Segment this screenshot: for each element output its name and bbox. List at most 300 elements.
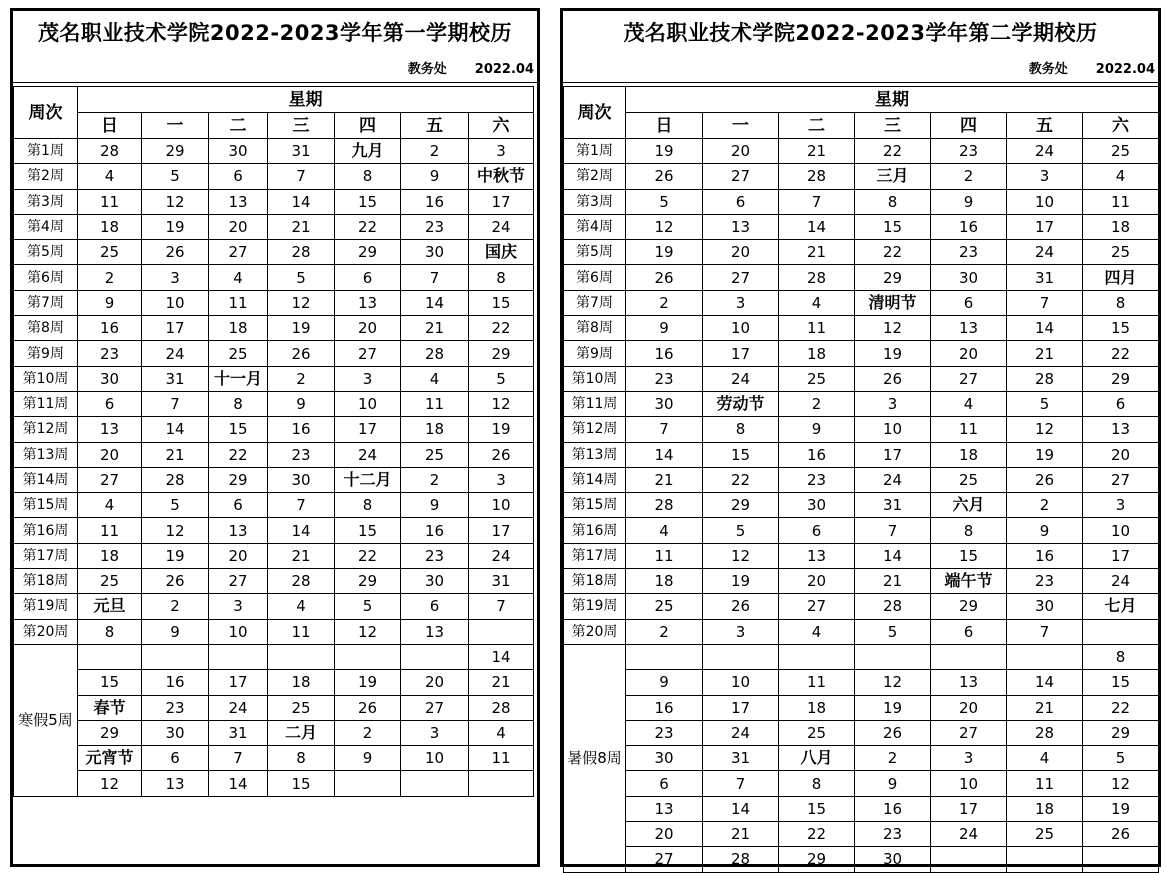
date-cell: 八月 <box>779 746 855 771</box>
date-cell: 13 <box>779 543 855 568</box>
date-cell: 7 <box>779 189 855 214</box>
date-cell: 30 <box>142 720 209 745</box>
date-cell: 3 <box>931 746 1007 771</box>
date-cell: 22 <box>779 822 855 847</box>
date-cell: 26 <box>1007 467 1083 492</box>
date-cell: 20 <box>779 569 855 594</box>
divider <box>13 82 537 83</box>
date-cell: 29 <box>335 569 401 594</box>
date-cell: 25 <box>626 594 703 619</box>
weekday-group-header: 星期 <box>626 87 1159 113</box>
date-cell: 27 <box>335 341 401 366</box>
date-cell: 8 <box>931 518 1007 543</box>
date-cell: 21 <box>779 139 855 164</box>
date-cell: 17 <box>142 316 209 341</box>
date-cell: 29 <box>209 467 268 492</box>
week-label: 第6周 <box>14 265 78 290</box>
weekday-group-header: 星期 <box>78 87 534 113</box>
date-cell: 20 <box>703 139 779 164</box>
date-cell: 17 <box>335 417 401 442</box>
week-row <box>14 518 534 543</box>
date-cell: 11 <box>469 746 534 771</box>
date-cell: 13 <box>401 619 469 644</box>
weekday-header: 六 <box>469 113 534 139</box>
date-cell: 30 <box>268 467 335 492</box>
date-cell: 17 <box>469 189 534 214</box>
date-cell: 10 <box>1007 189 1083 214</box>
date-cell: 2 <box>401 467 469 492</box>
date-cell: 17 <box>1083 543 1159 568</box>
weekday-header: 日 <box>626 113 703 139</box>
date-cell: 12 <box>855 670 931 695</box>
date-cell: 29 <box>703 493 779 518</box>
date-cell <box>703 644 779 669</box>
date-cell: 8 <box>1083 644 1159 669</box>
date-cell: 30 <box>626 746 703 771</box>
week-label: 第3周 <box>14 189 78 214</box>
date-cell: 23 <box>779 467 855 492</box>
date-cell: 20 <box>931 341 1007 366</box>
date-cell: 6 <box>931 619 1007 644</box>
date-cell: 14 <box>1007 316 1083 341</box>
date-cell: 14 <box>209 771 268 796</box>
week-row <box>564 189 1159 214</box>
date-cell: 17 <box>703 695 779 720</box>
date-cell: 11 <box>1083 189 1159 214</box>
week-row <box>14 265 534 290</box>
date-cell: 7 <box>703 771 779 796</box>
date-cell: 19 <box>142 543 209 568</box>
date-cell: 21 <box>268 214 335 239</box>
week-row <box>564 316 1159 341</box>
date-cell: 10 <box>142 290 209 315</box>
date-cell: 21 <box>469 670 534 695</box>
week-row <box>14 442 534 467</box>
date-cell: 7 <box>401 265 469 290</box>
date-cell: 11 <box>779 670 855 695</box>
vacation-row <box>564 847 1159 872</box>
date-cell: 清明节 <box>855 290 931 315</box>
date-cell: 2 <box>335 720 401 745</box>
week-label: 第9周 <box>14 341 78 366</box>
date-cell: 30 <box>1007 594 1083 619</box>
date-cell: 24 <box>1083 569 1159 594</box>
date-cell: 九月 <box>335 139 401 164</box>
date-cell: 2 <box>142 594 209 619</box>
date-cell: 19 <box>855 695 931 720</box>
date-cell: 23 <box>931 240 1007 265</box>
calendar-table <box>563 86 1159 873</box>
date-cell: 3 <box>335 366 401 391</box>
weekday-header: 四 <box>335 113 401 139</box>
office-label: 教务处 <box>1028 62 1068 77</box>
date-cell: 25 <box>268 695 335 720</box>
date-cell: 16 <box>142 670 209 695</box>
date-cell: 13 <box>335 290 401 315</box>
week-row <box>564 366 1159 391</box>
week-row <box>564 164 1159 189</box>
week-label: 第4周 <box>564 214 626 239</box>
weekday-header: 二 <box>779 113 855 139</box>
date-cell: 22 <box>855 139 931 164</box>
date-cell: 7 <box>855 518 931 543</box>
date-cell: 8 <box>703 417 779 442</box>
date-cell <box>855 644 931 669</box>
date-cell: 26 <box>626 265 703 290</box>
week-row <box>564 493 1159 518</box>
weekday-header: 三 <box>268 113 335 139</box>
date-cell: 4 <box>268 594 335 619</box>
week-row <box>14 341 534 366</box>
date-cell: 25 <box>931 467 1007 492</box>
calendar-meta <box>408 58 534 77</box>
date-cell: 27 <box>209 240 268 265</box>
vacation-row <box>14 644 534 669</box>
date-cell: 7 <box>268 493 335 518</box>
week-row <box>564 467 1159 492</box>
date-cell: 31 <box>703 746 779 771</box>
date-cell: 23 <box>626 720 703 745</box>
week-row <box>14 164 534 189</box>
date-cell: 27 <box>626 847 703 872</box>
date-cell: 24 <box>1007 240 1083 265</box>
date-cell: 12 <box>268 290 335 315</box>
date-cell: 8 <box>1083 290 1159 315</box>
vacation-label: 寒假5周 <box>14 644 78 796</box>
date-cell: 20 <box>209 214 268 239</box>
date-cell: 27 <box>209 569 268 594</box>
date-cell: 4 <box>779 290 855 315</box>
date-cell: 20 <box>703 240 779 265</box>
date-cell: 13 <box>209 189 268 214</box>
date-cell: 19 <box>626 240 703 265</box>
date-cell: 28 <box>1007 720 1083 745</box>
date-cell: 2 <box>626 290 703 315</box>
week-label: 第14周 <box>14 467 78 492</box>
date-cell: 19 <box>1083 796 1159 821</box>
date-cell: 24 <box>335 442 401 467</box>
week-row <box>14 316 534 341</box>
date-cell: 4 <box>78 493 142 518</box>
date-cell: 19 <box>626 139 703 164</box>
week-label: 第17周 <box>564 543 626 568</box>
date-cell: 22 <box>469 316 534 341</box>
date-cell: 2 <box>1007 493 1083 518</box>
date-cell: 3 <box>469 139 534 164</box>
date-cell: 14 <box>855 543 931 568</box>
date-cell: 3 <box>703 619 779 644</box>
calendar-semester-1 <box>10 8 540 867</box>
date-cell: 19 <box>855 341 931 366</box>
date-cell: 13 <box>78 417 142 442</box>
week-row <box>14 290 534 315</box>
date-cell: 6 <box>209 164 268 189</box>
date-cell <box>626 644 703 669</box>
date-cell: 8 <box>855 189 931 214</box>
date-cell: 9 <box>1007 518 1083 543</box>
week-row <box>14 214 534 239</box>
week-label: 第13周 <box>14 442 78 467</box>
date-cell: 24 <box>703 720 779 745</box>
calendar-semester-2 <box>560 8 1161 867</box>
week-row <box>14 569 534 594</box>
date-cell: 十二月 <box>335 467 401 492</box>
date-cell: 25 <box>779 366 855 391</box>
date-cell: 27 <box>931 720 1007 745</box>
date-cell: 6 <box>626 771 703 796</box>
date-cell: 20 <box>78 442 142 467</box>
date-cell: 10 <box>335 391 401 416</box>
week-label: 第3周 <box>564 189 626 214</box>
week-row <box>14 493 534 518</box>
calendar-meta <box>1029 58 1155 77</box>
weekday-header: 一 <box>142 113 209 139</box>
week-label: 第20周 <box>14 619 78 644</box>
date-cell: 27 <box>779 594 855 619</box>
date-cell: 10 <box>855 417 931 442</box>
week-label: 第2周 <box>14 164 78 189</box>
week-row <box>564 341 1159 366</box>
date-cell: 5 <box>335 594 401 619</box>
date-cell: 15 <box>931 543 1007 568</box>
date-cell: 12 <box>855 316 931 341</box>
date-cell: 13 <box>626 796 703 821</box>
week-label: 第1周 <box>14 139 78 164</box>
date-cell: 16 <box>626 695 703 720</box>
vacation-row <box>14 670 534 695</box>
week-label: 第7周 <box>14 290 78 315</box>
date-cell: 3 <box>1083 493 1159 518</box>
date-cell: 15 <box>209 417 268 442</box>
date-cell: 22 <box>209 442 268 467</box>
date-cell <box>335 771 401 796</box>
date-cell: 26 <box>142 569 209 594</box>
date-cell: 2 <box>78 265 142 290</box>
date-cell: 30 <box>401 569 469 594</box>
date-cell: 16 <box>268 417 335 442</box>
date-cell: 29 <box>142 139 209 164</box>
date-cell: 28 <box>142 467 209 492</box>
date-cell: 29 <box>469 341 534 366</box>
vacation-row <box>564 822 1159 847</box>
date-cell: 17 <box>209 670 268 695</box>
date-cell: 31 <box>1007 265 1083 290</box>
date-cell: 28 <box>779 265 855 290</box>
date-cell: 15 <box>1083 670 1159 695</box>
date-cell: 10 <box>209 619 268 644</box>
week-label: 第8周 <box>564 316 626 341</box>
date-cell: 29 <box>931 594 1007 619</box>
date-cell: 15 <box>779 796 855 821</box>
date-cell: 23 <box>931 139 1007 164</box>
date-cell: 21 <box>626 467 703 492</box>
date-cell: 28 <box>401 341 469 366</box>
date-cell <box>1083 619 1159 644</box>
date-cell: 24 <box>931 822 1007 847</box>
date-cell: 15 <box>335 518 401 543</box>
date-cell: 21 <box>268 543 335 568</box>
date-cell: 15 <box>469 290 534 315</box>
date-cell: 8 <box>209 391 268 416</box>
date-cell: 8 <box>78 619 142 644</box>
date-cell: 23 <box>1007 569 1083 594</box>
vacation-row <box>564 720 1159 745</box>
date-cell: 14 <box>703 796 779 821</box>
date-cell: 25 <box>401 442 469 467</box>
date-cell: 8 <box>335 164 401 189</box>
date-cell: 27 <box>78 467 142 492</box>
date-cell: 18 <box>78 214 142 239</box>
date-cell: 9 <box>142 619 209 644</box>
date-cell: 29 <box>335 240 401 265</box>
office-label: 教务处 <box>407 62 447 77</box>
vacation-row <box>14 695 534 720</box>
date-cell: 21 <box>779 240 855 265</box>
week-row <box>564 290 1159 315</box>
date-cell: 5 <box>142 493 209 518</box>
date-cell: 15 <box>78 670 142 695</box>
week-row <box>564 594 1159 619</box>
date-cell: 5 <box>626 189 703 214</box>
date-cell: 18 <box>78 543 142 568</box>
date-cell <box>401 771 469 796</box>
date-cell: 19 <box>703 569 779 594</box>
date-cell: 10 <box>469 493 534 518</box>
date-cell <box>469 771 534 796</box>
date-cell: 25 <box>779 720 855 745</box>
date-cell: 16 <box>855 796 931 821</box>
date-cell: 16 <box>1007 543 1083 568</box>
date-cell: 3 <box>401 720 469 745</box>
date-cell: 23 <box>401 543 469 568</box>
date-cell: 十一月 <box>209 366 268 391</box>
week-label: 第13周 <box>564 442 626 467</box>
date-cell: 5 <box>142 164 209 189</box>
date-cell: 17 <box>1007 214 1083 239</box>
vacation-row <box>564 771 1159 796</box>
week-label: 第10周 <box>14 366 78 391</box>
date-cell: 28 <box>268 569 335 594</box>
date-cell: 26 <box>335 695 401 720</box>
date-cell: 14 <box>142 417 209 442</box>
week-label: 第15周 <box>564 493 626 518</box>
week-label: 第16周 <box>564 518 626 543</box>
date-cell: 7 <box>1007 290 1083 315</box>
date-cell: 11 <box>1007 771 1083 796</box>
date-cell: 4 <box>209 265 268 290</box>
week-label: 第1周 <box>564 139 626 164</box>
date-cell: 30 <box>401 240 469 265</box>
date-cell <box>209 644 268 669</box>
date-cell: 7 <box>469 594 534 619</box>
date-cell: 11 <box>268 619 335 644</box>
date-cell <box>78 644 142 669</box>
date-cell: 21 <box>1007 695 1083 720</box>
week-label: 第19周 <box>14 594 78 619</box>
date-cell: 25 <box>209 341 268 366</box>
date-cell: 31 <box>469 569 534 594</box>
week-row <box>14 543 534 568</box>
date-cell: 16 <box>401 518 469 543</box>
week-row <box>14 619 534 644</box>
date-cell: 26 <box>142 240 209 265</box>
date-cell: 7 <box>626 417 703 442</box>
vacation-row <box>564 746 1159 771</box>
date-cell: 14 <box>268 189 335 214</box>
date-cell: 13 <box>209 518 268 543</box>
date-cell: 25 <box>1083 139 1159 164</box>
date-cell: 4 <box>469 720 534 745</box>
date-cell: 18 <box>931 442 1007 467</box>
week-label: 第2周 <box>564 164 626 189</box>
date-cell: 24 <box>209 695 268 720</box>
date-cell: 2 <box>779 391 855 416</box>
date-cell: 9 <box>401 493 469 518</box>
date-cell <box>142 644 209 669</box>
date-cell: 28 <box>78 139 142 164</box>
date-cell: 28 <box>268 240 335 265</box>
vacation-row <box>14 746 534 771</box>
week-label: 第17周 <box>14 543 78 568</box>
date-cell: 22 <box>335 214 401 239</box>
week-label: 第12周 <box>14 417 78 442</box>
date-cell: 18 <box>401 417 469 442</box>
date-cell: 9 <box>855 771 931 796</box>
date-cell: 3 <box>209 594 268 619</box>
week-label: 第10周 <box>564 366 626 391</box>
date-cell: 24 <box>142 341 209 366</box>
date-cell: 11 <box>401 391 469 416</box>
date-cell: 28 <box>703 847 779 872</box>
vacation-row <box>564 695 1159 720</box>
weekday-header: 二 <box>209 113 268 139</box>
date-cell: 5 <box>1083 746 1159 771</box>
date-cell: 11 <box>78 518 142 543</box>
date-cell: 28 <box>469 695 534 720</box>
date-cell: 29 <box>1083 366 1159 391</box>
date-cell: 2 <box>626 619 703 644</box>
date-cell: 2 <box>931 164 1007 189</box>
date-cell: 4 <box>779 619 855 644</box>
date-cell: 六月 <box>931 493 1007 518</box>
date-cell: 20 <box>209 543 268 568</box>
date-cell: 元旦 <box>78 594 142 619</box>
date-cell: 6 <box>1083 391 1159 416</box>
date-cell: 23 <box>401 214 469 239</box>
date-cell: 22 <box>703 467 779 492</box>
date-cell: 22 <box>1083 695 1159 720</box>
date-cell: 29 <box>779 847 855 872</box>
date-cell: 5 <box>703 518 779 543</box>
week-label: 第5周 <box>564 240 626 265</box>
date-cell: 8 <box>469 265 534 290</box>
date-cell: 28 <box>1007 366 1083 391</box>
date-cell: 17 <box>855 442 931 467</box>
date-cell: 27 <box>1083 467 1159 492</box>
date-cell: 18 <box>779 695 855 720</box>
date-cell: 5 <box>1007 391 1083 416</box>
date-cell: 6 <box>931 290 1007 315</box>
date-cell: 3 <box>703 290 779 315</box>
week-label: 第11周 <box>564 391 626 416</box>
date-cell: 19 <box>469 417 534 442</box>
date-cell: 17 <box>469 518 534 543</box>
calendar-title: 茂名职业技术学院2022-2023学年第二学期校历 <box>623 21 1098 45</box>
week-row <box>14 594 534 619</box>
week-row <box>14 467 534 492</box>
week-row <box>564 442 1159 467</box>
date-cell: 6 <box>142 746 209 771</box>
